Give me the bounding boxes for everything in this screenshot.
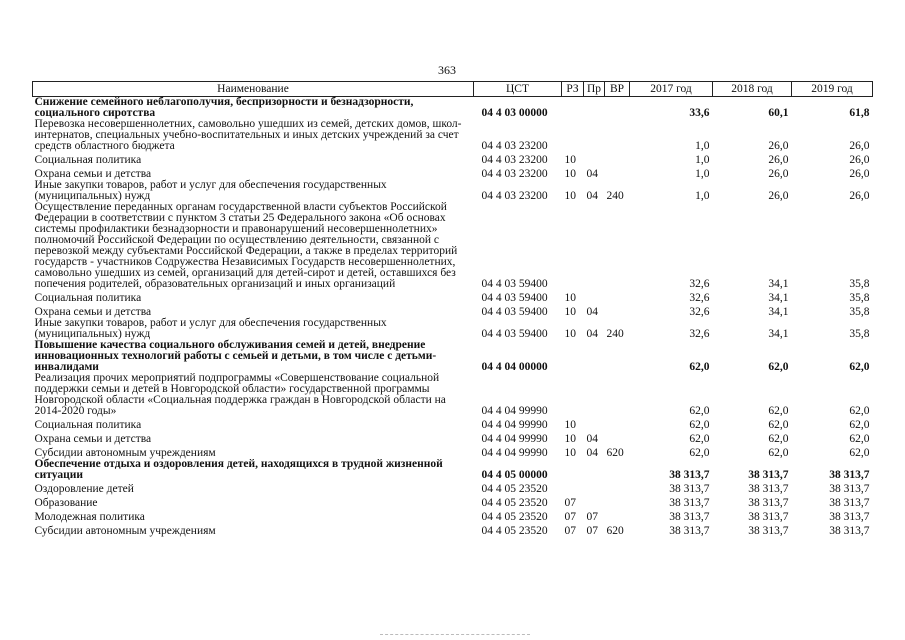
cell-cst: 04 4 05 00000 bbox=[481, 469, 548, 481]
cell-2019: 38 313,7 bbox=[829, 469, 870, 481]
cell-name: Обеспечение отдыха и оздоровления детей, находящихся в трудной жизненной ситуации bbox=[34, 458, 443, 481]
column-header-2017: 2017 год bbox=[630, 82, 713, 97]
cell-2019: 62,0 bbox=[849, 361, 870, 373]
column-header-2019: 2019 год bbox=[792, 82, 873, 97]
table-row bbox=[33, 445, 873, 459]
cell-2019: 62,0 bbox=[849, 447, 870, 459]
cell-pr bbox=[584, 417, 605, 431]
cell-2018: 34,1 bbox=[768, 328, 789, 340]
cell-2017: 1,0 bbox=[695, 190, 710, 202]
cell-pr bbox=[584, 373, 605, 417]
cell-2017: 62,0 bbox=[689, 361, 710, 373]
cell-2017: 62,0 bbox=[689, 405, 710, 417]
table-row bbox=[33, 417, 873, 431]
cell-2018: 26,0 bbox=[768, 168, 789, 180]
budget-table bbox=[32, 81, 873, 537]
cell-2019: 38 313,7 bbox=[829, 483, 870, 495]
cell-rz bbox=[562, 119, 584, 152]
cell-rz bbox=[562, 481, 584, 495]
cell-vr bbox=[605, 290, 630, 304]
cell-rz: 07 bbox=[564, 497, 576, 509]
cell-rz bbox=[562, 340, 584, 373]
cell-cst: 04 4 03 23200 bbox=[481, 154, 548, 166]
cell-cst: 04 4 05 23520 bbox=[481, 525, 548, 537]
cell-name: Субсидии автономным учреждениям bbox=[34, 447, 216, 459]
cell-pr bbox=[584, 202, 605, 290]
cell-2019: 38 313,7 bbox=[829, 497, 870, 509]
table-row bbox=[33, 180, 873, 202]
cell-2019: 26,0 bbox=[849, 190, 870, 202]
column-header-cst: ЦСТ bbox=[474, 82, 562, 97]
cell-2018: 26,0 bbox=[768, 154, 789, 166]
table-row bbox=[33, 373, 873, 417]
table-row bbox=[33, 459, 873, 481]
cell-rz: 10 bbox=[564, 306, 576, 318]
cell-vr bbox=[605, 119, 630, 152]
cell-2019: 26,0 bbox=[849, 154, 870, 166]
cell-2019: 38 313,7 bbox=[829, 525, 870, 537]
cell-2018: 62,0 bbox=[768, 433, 789, 445]
table-row bbox=[33, 119, 873, 152]
cell-2018: 38 313,7 bbox=[748, 497, 789, 509]
cell-2018: 38 313,7 bbox=[748, 511, 789, 523]
table-row bbox=[33, 152, 873, 166]
cell-2017: 32,6 bbox=[689, 292, 710, 304]
column-header-2018: 2018 год bbox=[713, 82, 792, 97]
cell-pr bbox=[584, 495, 605, 509]
cell-cst: 04 4 03 59400 bbox=[481, 328, 548, 340]
cell-2019: 61,8 bbox=[849, 107, 870, 119]
cell-name: Субсидии автономным учреждениям bbox=[34, 525, 216, 537]
cell-vr bbox=[605, 481, 630, 495]
cell-cst: 04 4 03 59400 bbox=[481, 278, 548, 290]
cell-2018: 34,1 bbox=[768, 278, 789, 290]
cell-pr bbox=[584, 97, 605, 120]
cell-2019: 38 313,7 bbox=[829, 511, 870, 523]
cell-2019: 35,8 bbox=[849, 292, 870, 304]
cell-vr bbox=[605, 152, 630, 166]
cell-2017: 32,6 bbox=[689, 278, 710, 290]
column-header-pr: Пр bbox=[584, 82, 605, 97]
table-body bbox=[33, 97, 873, 538]
cell-pr bbox=[584, 459, 605, 481]
cell-2017: 32,6 bbox=[689, 328, 710, 340]
cell-2017: 32,6 bbox=[689, 306, 710, 318]
cell-pr: 04 bbox=[586, 328, 598, 340]
cell-cst: 04 4 03 59400 bbox=[481, 306, 548, 318]
cell-rz: 10 bbox=[564, 419, 576, 431]
cell-2017: 1,0 bbox=[695, 140, 710, 152]
table-row bbox=[33, 340, 873, 373]
table-row bbox=[33, 509, 873, 523]
cell-cst: 04 4 04 99990 bbox=[481, 447, 548, 459]
cell-2017: 38 313,7 bbox=[669, 469, 710, 481]
table-row bbox=[33, 318, 873, 340]
cell-2017: 1,0 bbox=[695, 168, 710, 180]
cell-2017: 62,0 bbox=[689, 433, 710, 445]
cell-name: Реализация прочих мероприятий подпрограммы «Совершенствование социальной поддержки семьи и детей в Новгородской области» государственной программы Новгородской области «Социальная поддержка граждан в Новгородской области на 2014-2020 годы» bbox=[34, 372, 446, 417]
cell-name: Охрана семьи и детства bbox=[34, 168, 152, 180]
cell-name: Охрана семьи и детства bbox=[34, 433, 152, 445]
cell-vr: 620 bbox=[606, 447, 624, 459]
cell-rz: 10 bbox=[564, 328, 576, 340]
cell-2017: 38 313,7 bbox=[669, 511, 710, 523]
cell-cst: 04 4 05 23520 bbox=[481, 483, 548, 495]
cell-rz: 07 bbox=[564, 525, 576, 537]
column-header-vr: ВР bbox=[605, 82, 630, 97]
cell-cst: 04 4 03 23200 bbox=[481, 168, 548, 180]
cell-name: Образование bbox=[34, 497, 98, 509]
cell-pr bbox=[584, 119, 605, 152]
cell-cst: 04 4 03 23200 bbox=[481, 190, 548, 202]
cell-2017: 38 313,7 bbox=[669, 525, 710, 537]
cell-2017: 38 313,7 bbox=[669, 497, 710, 509]
cell-name: Социальная политика bbox=[34, 292, 142, 304]
cell-2018: 62,0 bbox=[768, 419, 789, 431]
cell-vr bbox=[605, 431, 630, 445]
cell-rz bbox=[562, 202, 584, 290]
cell-name: Социальная политика bbox=[34, 419, 142, 431]
cell-2018: 38 313,7 bbox=[748, 483, 789, 495]
cell-vr: 240 bbox=[606, 190, 624, 202]
cell-name: Иные закупки товаров, работ и услуг для обеспечения государственных (муниципальных) нужд bbox=[34, 317, 387, 340]
cell-vr bbox=[605, 373, 630, 417]
cell-2019: 62,0 bbox=[849, 419, 870, 431]
cell-2018: 62,0 bbox=[768, 405, 789, 417]
cell-vr bbox=[605, 202, 630, 290]
cell-pr bbox=[584, 340, 605, 373]
cell-vr bbox=[605, 495, 630, 509]
cell-rz bbox=[562, 459, 584, 481]
cell-vr bbox=[605, 509, 630, 523]
cell-vr bbox=[605, 304, 630, 318]
cell-2018: 62,0 bbox=[768, 447, 789, 459]
cell-vr: 240 bbox=[606, 328, 624, 340]
cell-2018: 60,1 bbox=[768, 107, 789, 119]
cell-cst: 04 4 03 23200 bbox=[481, 140, 548, 152]
cell-2019: 35,8 bbox=[849, 328, 870, 340]
cell-name: Молодежная политика bbox=[34, 511, 145, 523]
table-row bbox=[33, 97, 873, 120]
cell-rz: 10 bbox=[564, 447, 576, 459]
cell-2019: 26,0 bbox=[849, 140, 870, 152]
table-row bbox=[33, 481, 873, 495]
cell-cst: 04 4 03 59400 bbox=[481, 292, 548, 304]
table-row bbox=[33, 202, 873, 290]
cell-rz bbox=[562, 97, 584, 120]
page-number: 363 bbox=[438, 63, 456, 77]
cell-2018: 34,1 bbox=[768, 306, 789, 318]
cell-pr: 04 bbox=[586, 190, 598, 202]
cell-name: Повышение качества социального обслуживания семей и детей, внедрение инновационных технологий работы с семьей и детьми, в том числе с детьми-инвалидами bbox=[34, 339, 437, 373]
cell-name: Иные закупки товаров, работ и услуг для обеспечения государственных (муниципальных) нужд bbox=[34, 179, 387, 202]
page-bottom-mark bbox=[380, 634, 530, 637]
cell-vr bbox=[605, 97, 630, 120]
column-header-rz: РЗ bbox=[562, 82, 584, 97]
cell-pr: 04 bbox=[586, 447, 598, 459]
cell-name: Снижение семейного неблагополучия, беспризорности и безнадзорности, социального сиротства bbox=[34, 96, 414, 119]
cell-pr bbox=[584, 481, 605, 495]
cell-pr: 04 bbox=[586, 168, 598, 180]
cell-2017: 1,0 bbox=[695, 154, 710, 166]
cell-pr: 04 bbox=[586, 306, 598, 318]
cell-pr bbox=[584, 152, 605, 166]
table-row bbox=[33, 495, 873, 509]
table-row bbox=[33, 431, 873, 445]
cell-vr bbox=[605, 340, 630, 373]
table-header-row bbox=[33, 82, 873, 97]
cell-2019: 62,0 bbox=[849, 405, 870, 417]
cell-cst: 04 4 04 99990 bbox=[481, 433, 548, 445]
cell-vr: 620 bbox=[606, 525, 624, 537]
cell-rz: 10 bbox=[564, 433, 576, 445]
cell-name: Осуществление переданных органам государственной власти субъектов Российской Федерации в соответствии с пунктом 3 статьи 25 Федерального закона «Об основах системы профилактики безнадзорности и правонарушений несовершеннолетних» полномочий Российской Федерации по осуществлению деятельности, связанной с перевозкой между субъектами Российской Федерации, а также в пределах территорий государств - участников Содружества Независимых Государств несовершеннолетних, самовольно ушедших из семей, организаций для детей-сирот и детей, оставшихся без попечения родителей, образовательных организаций и иных организаций bbox=[34, 201, 458, 290]
cell-rz bbox=[562, 373, 584, 417]
cell-cst: 04 4 04 99990 bbox=[481, 419, 548, 431]
column-header-name: Наименование bbox=[33, 82, 474, 97]
table-row bbox=[33, 304, 873, 318]
cell-2017: 62,0 bbox=[689, 447, 710, 459]
cell-name: Перевозка несовершеннолетних, самовольно ушедших из семей, детских домов, школ-интернатов, специальных учебно-воспитательных и иных детских учреждений за счет средств областного бюджета bbox=[34, 118, 462, 152]
cell-2018: 38 313,7 bbox=[748, 525, 789, 537]
cell-name: Социальная политика bbox=[34, 154, 142, 166]
cell-vr bbox=[605, 166, 630, 180]
cell-2018: 26,0 bbox=[768, 190, 789, 202]
cell-pr bbox=[584, 290, 605, 304]
cell-cst: 04 4 03 00000 bbox=[481, 107, 548, 119]
cell-rz: 07 bbox=[564, 511, 576, 523]
cell-vr bbox=[605, 459, 630, 481]
cell-2019: 35,8 bbox=[849, 306, 870, 318]
cell-vr bbox=[605, 417, 630, 431]
cell-2018: 26,0 bbox=[768, 140, 789, 152]
cell-rz: 10 bbox=[564, 168, 576, 180]
cell-cst: 04 4 05 23520 bbox=[481, 497, 548, 509]
cell-2019: 62,0 bbox=[849, 433, 870, 445]
cell-rz: 10 bbox=[564, 190, 576, 202]
cell-2017: 33,6 bbox=[689, 107, 710, 119]
cell-2019: 35,8 bbox=[849, 278, 870, 290]
cell-rz: 10 bbox=[564, 292, 576, 304]
cell-2018: 62,0 bbox=[768, 361, 789, 373]
cell-2018: 34,1 bbox=[768, 292, 789, 304]
cell-name: Оздоровление детей bbox=[34, 483, 134, 495]
cell-cst: 04 4 04 99990 bbox=[481, 405, 548, 417]
cell-cst: 04 4 04 00000 bbox=[481, 361, 548, 373]
table-row bbox=[33, 523, 873, 537]
cell-rz: 10 bbox=[564, 154, 576, 166]
cell-name: Охрана семьи и детства bbox=[34, 306, 152, 318]
cell-pr: 07 bbox=[586, 511, 598, 523]
cell-2017: 62,0 bbox=[689, 419, 710, 431]
cell-pr: 07 bbox=[586, 525, 598, 537]
cell-pr: 04 bbox=[586, 433, 598, 445]
cell-2018: 38 313,7 bbox=[748, 469, 789, 481]
table-row bbox=[33, 166, 873, 180]
cell-2017: 38 313,7 bbox=[669, 483, 710, 495]
cell-cst: 04 4 05 23520 bbox=[481, 511, 548, 523]
table-row bbox=[33, 290, 873, 304]
cell-2019: 26,0 bbox=[849, 168, 870, 180]
